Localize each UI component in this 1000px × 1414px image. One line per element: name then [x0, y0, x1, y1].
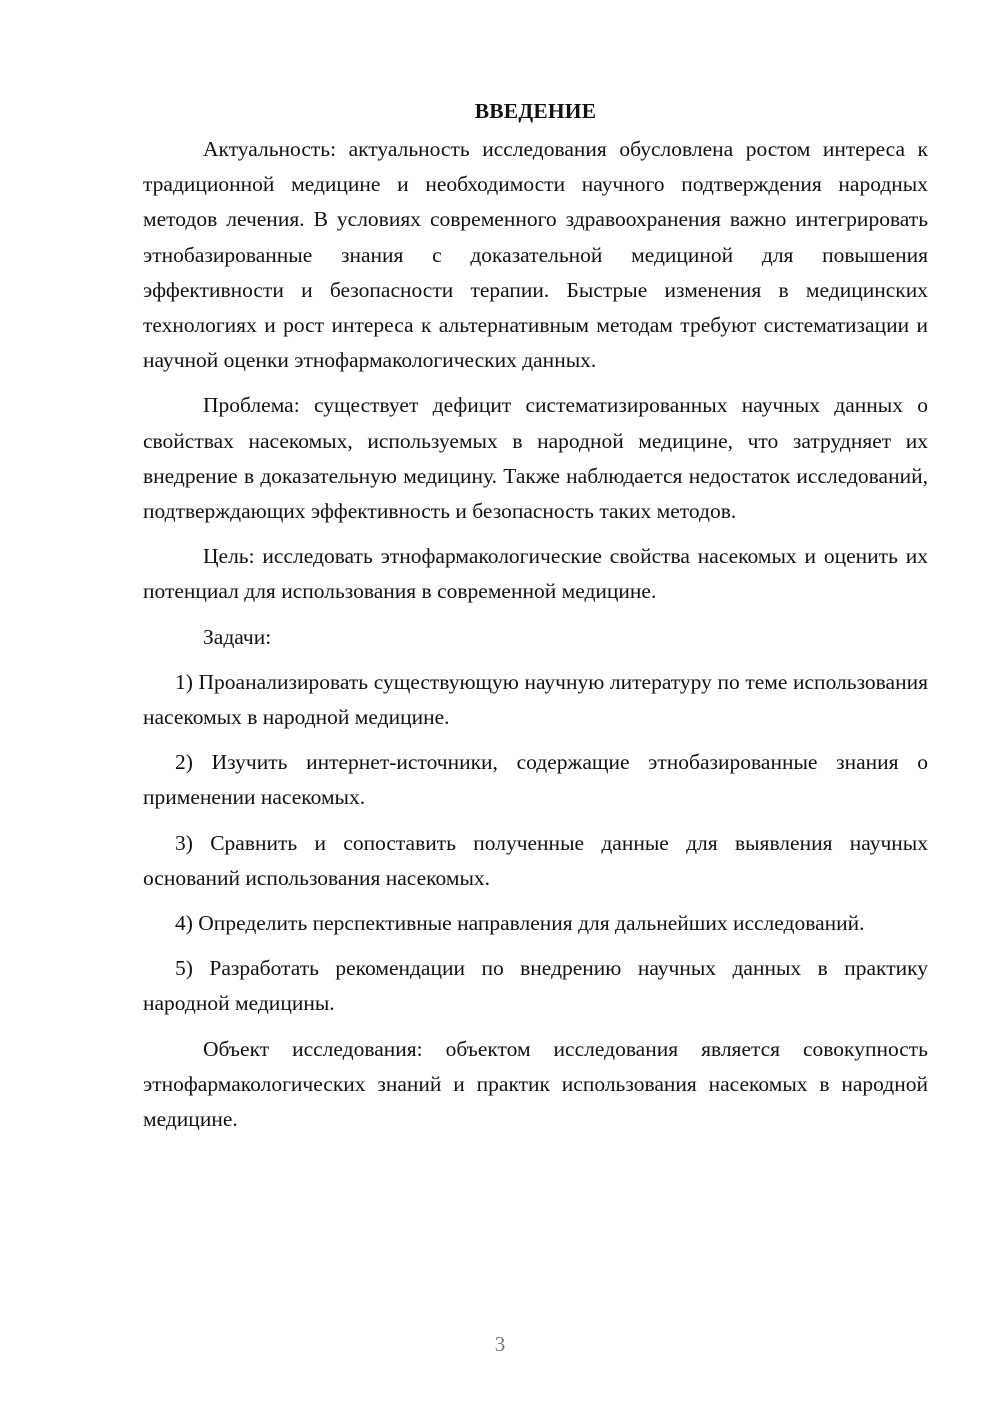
paragraph-relevance: Актуальность: актуальность исследования обусловлена ростом интереса к традиционной медицине и необходимости научного подтверждения народных методов лечения. В условиях современного здравоохранения важно интегрировать этнобазированные знания с доказательной медициной для повышения эффективности и безопасности терапии. Быстрые изменения в медицинских технологиях и рост интереса к альтернативным методам требуют систематизации и научной оценки этнофармакологических данных. — [143, 137, 928, 373]
task-item: 1) Проанализировать существующую научную литературу по теме использования насекомых в народной медицине. — [143, 669, 928, 730]
section-title: ВВЕДЕНИЕ — [474, 99, 597, 123]
tasks-list — [143, 665, 928, 1022]
paragraph-goal: Цель: исследовать этнофармакологические свойства насекомых и оценить их потенциал для использования в современной медицине. — [143, 544, 928, 604]
task-item: 2) Изучить интернет-источники, содержащие этнобазированные знания о применении насекомых. — [143, 750, 928, 810]
paragraph-problem: Проблема: существует дефицит систематизированных научных данных о свойствах насекомых, используемых в народной медицине, что затрудняет их внедрение в доказательную медицину. Также наблюдается недостаток исследований, подтверждающих эффективность и безопасность таких методов. — [143, 393, 928, 524]
task-item: 4) Определить перспективные направления для дальнейших исследований. — [175, 911, 865, 936]
task-item: 5) Разработать рекомендации по внедрению научных данных в практику народной медицины. — [143, 956, 928, 1016]
page-number: 3 — [494, 1332, 506, 1356]
task-item: 3) Сравнить и сопоставить полученные данные для выявления научных оснований использования насекомых. — [143, 830, 928, 890]
paragraph-object: Объект исследования: объектом исследования является совокупность этнофармакологических знаний и практик использования насекомых в народной медицине. — [143, 1036, 928, 1132]
document-body — [143, 96, 928, 1147]
tasks-heading: Задачи: — [203, 624, 272, 649]
